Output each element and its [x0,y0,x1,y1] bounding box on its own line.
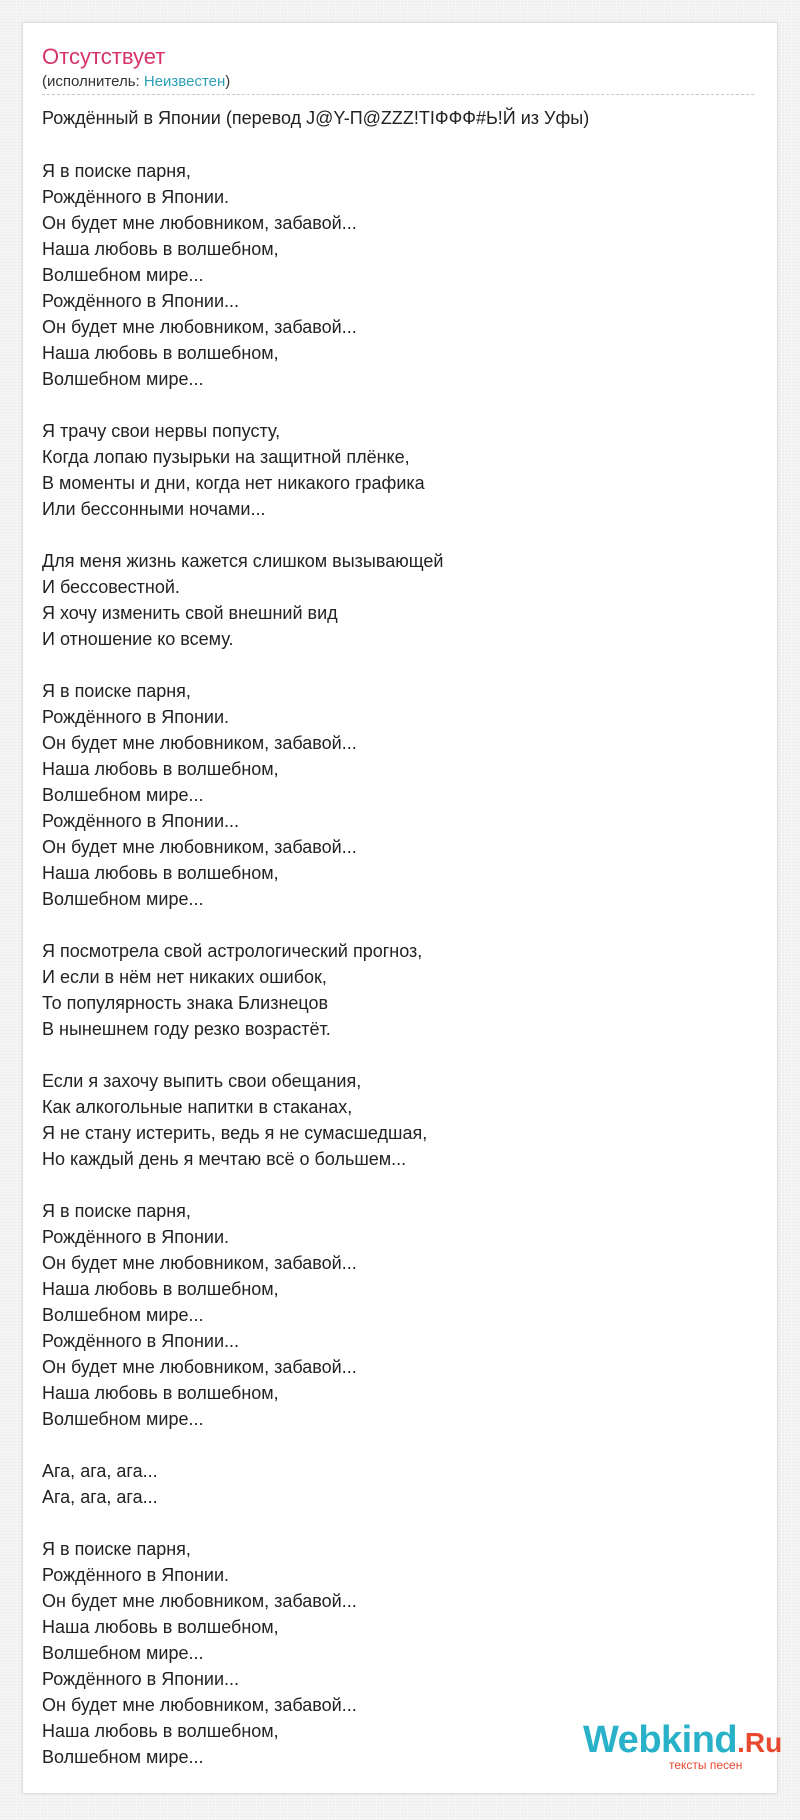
lyrics-line: Волшебном мире... [42,1409,204,1429]
lyrics-line: И бессовестной. [42,577,180,597]
lyrics-stanza [42,548,754,652]
lyrics-line: Волшебном мире... [42,1643,204,1663]
page-title: Отсутствует [42,44,166,69]
lyrics-line: И если в нём нет никаких ошибок, [42,967,327,987]
lyrics-line: Волшебном мире... [42,1747,204,1767]
lyrics-line: Наша любовь в волшебном, [42,1279,279,1299]
lyrics-body [42,158,754,1796]
webkind-logo[interactable] [583,1720,783,1780]
lyrics-line: Ага, ага, ага... [42,1487,158,1507]
lyrics-line: Я в поиске парня, [42,161,191,181]
artist-line [42,73,230,91]
lyrics-line: Волшебном мире... [42,369,204,389]
artist-suffix: ) [225,73,231,90]
lyrics-stanza [42,1198,754,1432]
lyrics-stanza [42,158,754,392]
lyrics-line: Наша любовь в волшебном, [42,1383,279,1403]
lyrics-stanza [42,678,754,912]
artist-link[interactable]: Неизвестен [143,73,226,90]
lyrics-line: В нынешнем году резко возрастёт. [42,1019,331,1039]
lyrics-line: Он будет мне любовником, забавой... [42,317,357,337]
lyrics-stanza [42,418,754,522]
lyrics-stanza [42,1458,754,1510]
lyrics-line: Волшебном мире... [42,1305,204,1325]
logo-name: Webkind [583,1719,738,1761]
lyrics-line: Волшебном мире... [42,889,204,909]
lyrics-line: И отношение ко всему. [42,629,234,649]
lyrics-line: Наша любовь в волшебном, [42,759,279,779]
song-title: Рождённый в Японии (перевод J@Y-П@ZZZ!TIФФФ#Ь!Й из Уфы) [42,108,590,128]
lyrics-line: Как алкогольные напитки в стаканах, [42,1097,353,1117]
lyrics-line: Он будет мне любовником, забавой... [42,1357,357,1377]
lyrics-line: Он будет мне любовником, забавой... [42,1591,357,1611]
lyrics-line: Рождённого в Японии... [42,291,240,311]
lyrics-line: Волшебном мире... [42,265,204,285]
lyrics-line: Я в поиске парня, [42,681,191,701]
lyrics-line: Он будет мне любовником, забавой... [42,213,357,233]
lyrics-line: Я посмотрела свой астрологический прогноз, [42,941,423,961]
lyrics-line: Рождённого в Японии. [42,187,230,207]
lyrics-line: Рождённого в Японии. [42,1565,230,1585]
lyrics-line: Рождённого в Японии. [42,1227,230,1247]
lyrics-line: Он будет мне любовником, забавой... [42,733,357,753]
dashed-divider [42,94,754,95]
lyrics-line: Наша любовь в волшебном, [42,1721,279,1741]
lyrics-line: Он будет мне любовником, забавой... [42,1695,357,1715]
lyrics-line: Но каждый день я мечтаю всё о большем... [42,1149,407,1169]
lyrics-line: Я хочу изменить свой внешний вид [42,603,338,623]
lyrics-line: Рождённого в Японии... [42,1669,240,1689]
logo-tagline: тексты песен [669,1758,743,1772]
lyrics-line: Если я захочу выпить свои обещания, [42,1071,362,1091]
lyrics-line: То популярность знака Близнецов [42,993,329,1013]
lyrics-line: Для меня жизнь кажется слишком вызывающей [42,551,444,571]
artist-prefix: (исполнитель: [42,73,144,90]
lyrics-card [22,22,783,1794]
lyrics-line: Рождённого в Японии... [42,1331,240,1351]
lyrics-line: Наша любовь в волшебном, [42,239,279,259]
lyrics-line: Я в поиске парня, [42,1201,191,1221]
lyrics-line: В моменты и дни, когда нет никакого графика [42,473,425,493]
lyrics-stanza [42,938,754,1042]
lyrics-line: Ага, ага, ага... [42,1461,158,1481]
lyrics-line: Волшебном мире... [42,785,204,805]
lyrics-line: Он будет мне любовником, забавой... [42,837,357,857]
lyrics-line: Рождённого в Японии. [42,707,230,727]
lyrics-line: Рождённого в Японии... [42,811,240,831]
logo-suffix: .Ru [737,1727,783,1758]
lyrics-line: Наша любовь в волшебном, [42,863,279,883]
lyrics-line: Наша любовь в волшебном, [42,343,279,363]
lyrics-line: Я трачу свои нервы попусту, [42,421,281,441]
lyrics-line: Я в поиске парня, [42,1539,191,1559]
lyrics-line: Наша любовь в волшебном, [42,1617,279,1637]
logo-wordmark [583,1720,782,1763]
lyrics-line: Или бессонными ночами... [42,499,266,519]
lyrics-line: Я не стану истерить, ведь я не сумасшедшая, [42,1123,428,1143]
lyrics-line: Когда лопаю пузырьки на защитной плёнке, [42,447,410,467]
lyrics-stanza [42,1068,754,1172]
lyrics-line: Он будет мне любовником, забавой... [42,1253,357,1273]
